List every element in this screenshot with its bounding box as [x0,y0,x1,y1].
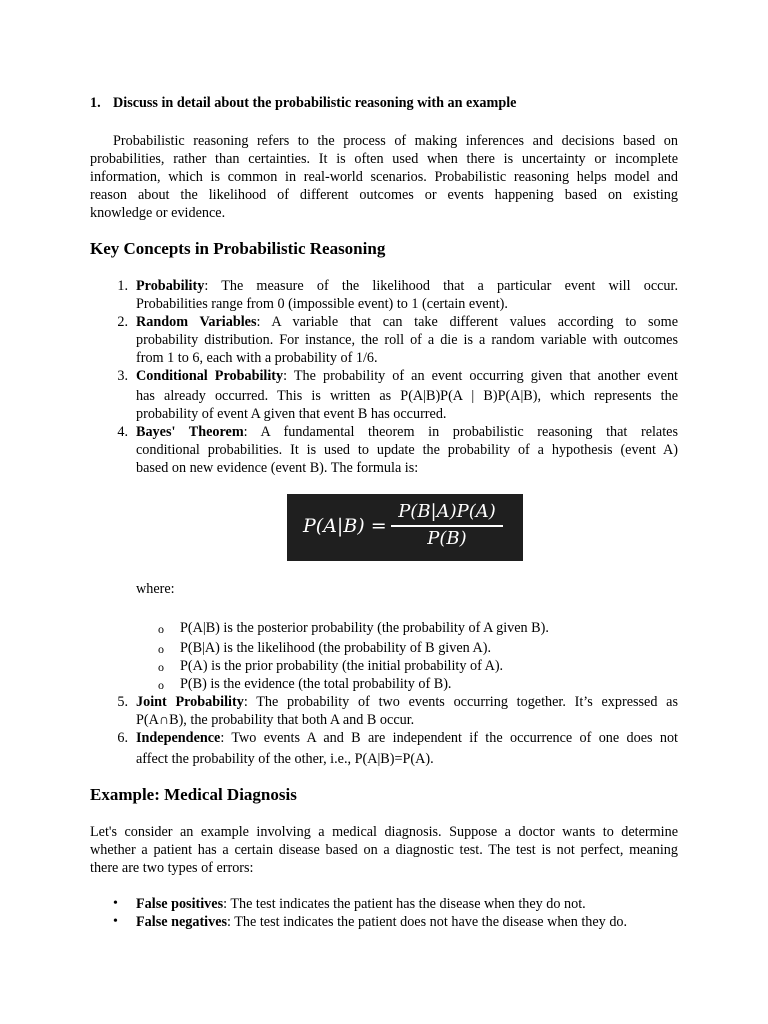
concept-term: Probability [136,278,205,294]
concept-text: conditional probabilities. It is used to update the probability of a hypothesis (event A) [136,442,678,458]
list-number: 5. [117,694,128,710]
list-number: 6. [117,730,128,746]
example-line: there are two types of errors: [90,860,254,876]
error-text: : The test indicates the patient has the disease when they do not. [223,896,586,912]
example-line: Let's consider an example involving a medical diagnosis. Suppose a doctor wants to determine [90,824,678,840]
concept-text: probability distribution. For instance, the roll of a die is a random variable with outcomes [136,332,678,348]
concept-independence [136,729,678,768]
where-item: P(A) is the prior probability (the initial probability of A). [180,658,504,674]
circle-bullet-icon: o [158,622,164,636]
concept-text: : The measure of the likelihood that a particular event will occur. [204,278,678,294]
concept-text: P(A∩B), the probability that both A and B occur. [136,712,415,728]
question-title [90,94,516,112]
example-heading: Example: Medical Diagnosis [90,785,297,804]
error-item-false-negatives [136,913,627,931]
where-label: where: [136,581,175,597]
intro-line: reason about the likelihood of different outcomes or events happening based on existing [90,187,678,203]
circle-bullet-icon: o [158,678,164,692]
concept-text: : A fundamental theorem in probabilistic reasoning that relates [243,424,678,440]
question-number: 1. [90,95,101,111]
bullet-icon: • [113,914,118,929]
where-item: P(A|B) is the posterior probability (the probability of A given B). [180,620,549,636]
intro-paragraph [90,132,678,222]
list-number: 4. [117,424,128,440]
key-concepts-heading: Key Concepts in Probabilistic Reasoning [90,239,386,258]
concept-text: from 1 to 6, each with a probability of 1/6. [136,350,378,366]
concept-text: : The probability of an event occurring given that another event [283,368,678,384]
concept-probability [136,277,678,313]
error-term: False positives [136,896,224,912]
list-number: 1. [117,278,128,294]
list-number: 2. [117,314,128,330]
bullet-icon: • [113,896,118,911]
intro-line: information, which is common in real-world scenarios. Probabilistic reasoning helps model and [90,169,678,185]
concept-term: Independence [136,730,221,746]
example-paragraph [90,823,678,877]
concept-text: Probabilities range from 0 (impossible event) to 1 (certain event). [136,296,508,312]
concept-bayes-theorem [136,423,678,477]
where-item: P(B) is the evidence (the total probability of B). [180,676,452,692]
error-item-false-positives [136,895,586,913]
concept-conditional-probability [136,367,678,423]
error-text: : The test indicates the patient does not have the disease when they do. [227,914,628,930]
list-number: 3. [117,368,128,384]
error-term: False negatives [136,914,228,930]
concept-term: Random Variables [136,314,257,330]
concept-term: Conditional Probability [136,368,284,384]
intro-line: probabilities, rather than certainties. It is often used when there is uncertainty or incomplete [90,151,678,167]
formula-lhs: P(A|B) = [303,515,387,537]
concept-text: probability of event A given that event B has occurred. [136,406,447,422]
concept-text: : The probability of two events occurring together. It’s expressed as [243,694,678,710]
where-item: P(B|A) is the likelihood (the probability of B given A). [180,640,491,656]
concept-term: Joint Probability [136,694,244,710]
formula-denominator: P(B) [427,528,467,549]
concept-joint-probability [136,693,678,729]
concept-text: : Two events A and B are independent if the occurrence of one does not [220,730,678,746]
intro-line: knowledge or evidence. [90,205,226,221]
circle-bullet-icon: o [158,660,164,674]
bayes-formula-image [287,494,523,561]
concept-text: affect the probability of the other, i.e., P(A|B)=P(A). [136,751,434,767]
question-text: Discuss in detail about the probabilistic reasoning with an example [113,95,517,111]
circle-bullet-icon: o [158,642,164,656]
concept-text: based on new evidence (event B). The formula is: [136,460,419,476]
concept-text: : A variable that can take different values according to some [256,314,678,330]
concept-text: has already occurred. This is written as P(A|B)P(A | B)P(A|B), which represents the [136,388,678,404]
concept-term: Bayes' Theorem [136,424,244,440]
formula-fraction-bar [391,525,503,527]
example-line: whether a patient has a certain disease based on a diagnostic test. The test is not perfect, meaning [90,842,678,858]
intro-line: Probabilistic reasoning refers to the process of making inferences and decisions based on [113,133,678,149]
formula-numerator: P(B|A)P(A) [398,501,496,522]
concept-random-variables [136,313,678,367]
